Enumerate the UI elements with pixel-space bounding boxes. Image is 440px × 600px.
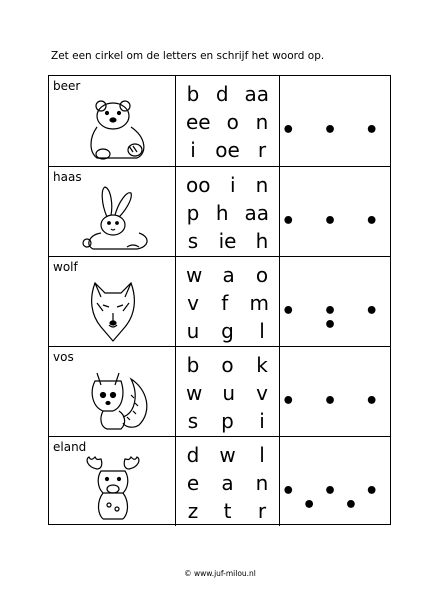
- letter-option[interactable]: p: [186, 201, 200, 225]
- letter-option[interactable]: t: [223, 499, 232, 523]
- letter-option[interactable]: h: [215, 201, 229, 225]
- letter-option[interactable]: s: [187, 229, 199, 253]
- copyright-footer: © www.juf-milou.nl: [184, 569, 256, 578]
- picture-cell: [49, 76, 176, 166]
- letter-option[interactable]: d: [186, 443, 200, 467]
- letters-cell: [176, 167, 280, 256]
- letter-option[interactable]: p: [221, 409, 234, 433]
- answer-dots: • • • • •: [281, 479, 389, 518]
- rabbit-icon: [67, 185, 163, 253]
- letter-option[interactable]: w: [186, 263, 203, 287]
- letter-line: [176, 499, 279, 523]
- instruction: Zet een cirkel om de letters en schrijf het woord op.: [51, 50, 325, 62]
- letter-option[interactable]: o: [221, 353, 234, 377]
- letter-option[interactable]: z: [187, 499, 199, 523]
- letter-option[interactable]: m: [249, 291, 269, 315]
- letter-option[interactable]: aa: [244, 82, 269, 106]
- letter-option[interactable]: i: [259, 409, 265, 433]
- letter-option[interactable]: l: [259, 443, 265, 467]
- letter-option[interactable]: oo: [186, 173, 211, 197]
- letter-line: [176, 82, 279, 106]
- letter-option[interactable]: f: [221, 291, 229, 315]
- answer-dots: • • •: [281, 389, 389, 414]
- letter-option[interactable]: s: [187, 409, 199, 433]
- letter-option[interactable]: k: [256, 353, 268, 377]
- letter-option[interactable]: u: [186, 319, 200, 343]
- worksheet-row: [49, 256, 390, 346]
- animal-word: eland: [53, 440, 87, 454]
- answer-dots: • • •: [281, 118, 389, 143]
- answer-cell[interactable]: [280, 76, 390, 166]
- animal-word: wolf: [53, 260, 78, 274]
- answer-cell[interactable]: [280, 167, 390, 256]
- picture-cell: [49, 257, 176, 346]
- letter-line: [176, 173, 279, 197]
- letter-option[interactable]: o: [255, 263, 269, 287]
- letter-option[interactable]: w: [219, 443, 236, 467]
- letter-line: [176, 263, 279, 287]
- worksheet-table: [48, 75, 391, 525]
- answer-cell[interactable]: [280, 257, 390, 346]
- letters-cell: [176, 347, 280, 436]
- letters-cell: [176, 257, 280, 346]
- worksheet-row: [49, 346, 390, 436]
- letter-line: [176, 381, 279, 405]
- letter-option[interactable]: n: [255, 173, 269, 197]
- letters-cell: [176, 437, 280, 526]
- letter-option[interactable]: o: [226, 110, 239, 134]
- letter-line: [176, 291, 279, 315]
- letter-line: [176, 201, 279, 225]
- letter-line: [176, 443, 279, 467]
- answer-dots: • • •: [281, 209, 389, 234]
- picture-cell: [49, 167, 176, 256]
- letter-option[interactable]: u: [222, 381, 236, 405]
- letter-option[interactable]: n: [255, 110, 269, 134]
- animal-word: haas: [53, 170, 82, 184]
- letter-option[interactable]: oe: [215, 138, 240, 162]
- letter-option[interactable]: ie: [218, 229, 237, 253]
- letter-option[interactable]: aa: [244, 201, 269, 225]
- letter-option[interactable]: a: [221, 471, 234, 495]
- answer-cell[interactable]: [280, 347, 390, 436]
- picture-cell: [49, 437, 176, 526]
- picture-cell: [49, 347, 176, 436]
- letter-option[interactable]: a: [222, 263, 235, 287]
- letter-option[interactable]: i: [190, 138, 196, 162]
- letter-line: [176, 319, 279, 343]
- letters-cell: [176, 76, 280, 166]
- letter-option[interactable]: r: [257, 138, 267, 162]
- letter-option[interactable]: i: [229, 173, 236, 197]
- letter-option[interactable]: n: [255, 471, 269, 495]
- moose-icon: [67, 455, 163, 523]
- letter-option[interactable]: w: [186, 381, 203, 405]
- letter-option[interactable]: r: [257, 499, 267, 523]
- letter-line: [176, 409, 279, 433]
- animal-word: beer: [53, 79, 81, 93]
- animal-word: vos: [53, 350, 74, 364]
- answer-cell[interactable]: [280, 437, 390, 526]
- letter-option[interactable]: d: [215, 82, 229, 106]
- fox-icon: [67, 365, 163, 433]
- letter-option[interactable]: v: [256, 381, 268, 405]
- polar-bear-icon: [67, 94, 163, 162]
- letter-option[interactable]: v: [187, 291, 199, 315]
- letter-option[interactable]: g: [221, 319, 234, 343]
- worksheet-row: [49, 76, 390, 166]
- worksheet-row: [49, 166, 390, 256]
- wolf-icon: [67, 275, 163, 343]
- letter-option[interactable]: h: [255, 229, 269, 253]
- letter-option[interactable]: ee: [186, 110, 211, 134]
- letter-option[interactable]: b: [186, 353, 200, 377]
- letter-line: [176, 138, 279, 162]
- letter-line: [176, 110, 279, 134]
- letter-line: [176, 353, 279, 377]
- letter-option[interactable]: l: [259, 319, 265, 343]
- letter-line: [176, 471, 279, 495]
- letter-line: [176, 229, 279, 253]
- letter-option[interactable]: e: [186, 471, 200, 495]
- letter-option[interactable]: b: [186, 82, 200, 106]
- answer-dots: • • • •: [281, 299, 389, 338]
- worksheet-row: [49, 436, 390, 526]
